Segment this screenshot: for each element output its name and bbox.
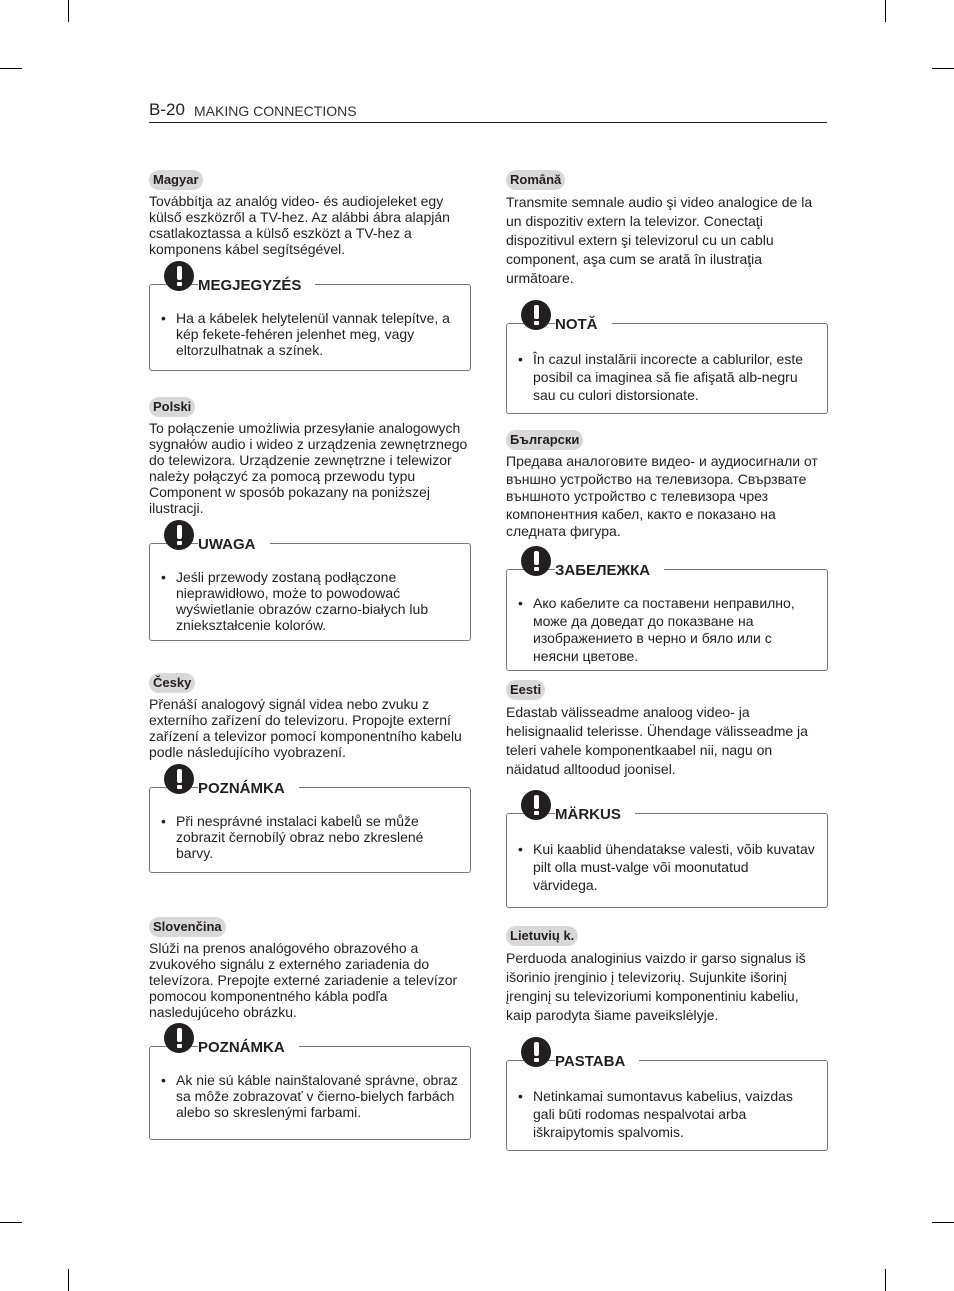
note-box: POZNÁMKA • Ak nie sú káble nainštalované správne, obraz sa môže zobrazovať v čierno-bielych farbách alebo so skreslenými farbami. xyxy=(149,1046,471,1140)
language-section xyxy=(506,926,828,1025)
note-title: PASTABA xyxy=(555,1053,639,1070)
language-section xyxy=(149,917,471,1020)
language-section xyxy=(506,430,828,541)
note-title: POZNÁMKA xyxy=(198,780,299,797)
language-tag: Slovenčina xyxy=(149,917,226,937)
note-box: ЗАБЕЛЕЖКА • Ако кабелите са поставени неправилно, може да доведат до показване на изображението в черно и бяло или с неясни цветове. xyxy=(506,569,828,671)
note-text: Při nesprávné instalaci kabelů se může zobrazit černobílý obraz nebo zkreslené barvy. xyxy=(176,813,424,861)
language-tag: Magyar xyxy=(149,170,203,190)
exclamation-icon xyxy=(521,790,551,820)
exclamation-icon xyxy=(164,764,194,794)
note-box: MEGJEGYZÉS • Ha a kábelek helytelenül vannak telepítve, a kép fekete-fehéren jelenhet meg, vagy eltorzulhatnak a színek. xyxy=(149,284,471,371)
language-section xyxy=(506,680,828,779)
note-title: ЗАБЕЛЕЖКА xyxy=(555,562,664,579)
language-tag: Česky xyxy=(149,673,195,693)
language-section xyxy=(149,170,471,257)
section-text: Предава аналоговите видео- и аудиосигнали от външно устройство на телевизора. Свързвате външното устройство с телевизора чрез компонентния кабел, както е показано на следната фигура. xyxy=(506,453,818,539)
exclamation-icon xyxy=(164,520,194,550)
note-title: MEGJEGYZÉS xyxy=(198,277,315,294)
exclamation-icon xyxy=(164,261,194,291)
crop-mark xyxy=(932,1222,954,1223)
section-title: MAKING CONNECTIONS xyxy=(194,103,357,119)
language-tag: Български xyxy=(506,430,583,450)
section-text: Edastab välisseadme analoog video- ja helisignaalid telerisse. Ühendage välisseadme ja teleri vahele komponentkaabel nii, nagu on näidatud alltoodud joonisel. xyxy=(506,704,808,777)
exclamation-icon xyxy=(521,300,551,330)
section-text: Transmite semnale audio şi video analogice de la un dispozitiv extern la televizor. Conectaţi dispozitivul extern şi televizorul cu un cablu component, aşa cum se arată în ilustraţia următoare. xyxy=(506,194,813,286)
page-number: B-20 xyxy=(149,100,185,119)
language-section xyxy=(506,170,828,288)
note-box: POZNÁMKA • Při nesprávné instalaci kabelů se může zobrazit černobílý obraz nebo zkreslené barvy. xyxy=(149,787,471,873)
section-text: To połączenie umożliwia przesyłanie analogowych sygnałów audio i wideo z urządzenia zewnętrznego do telewizora. Urządzenie zewnętrzne i telewizor należy połączyć za pomocą przewodu typu Component w sposób pokazany na poniższej ilustracji. xyxy=(149,420,468,516)
note-text: În cazul instalării incorecte a cablurilor, este posibil ca imaginea să fie afişată alb-negru sau cu culori distorsionate. xyxy=(533,351,804,403)
crop-mark xyxy=(68,1269,69,1291)
note-box: NOTĂ • În cazul instalării incorecte a cablurilor, este posibil ca imaginea să fie afişată alb-negru sau cu culori distorsionate. xyxy=(506,323,828,414)
language-section xyxy=(149,673,471,760)
crop-mark xyxy=(0,68,22,69)
exclamation-icon xyxy=(521,1037,551,1067)
note-box: MÄRKUS • Kui kaablid ühendatakse valesti, võib kuvatav pilt olla must-valge või moonutatud värvidega. xyxy=(506,813,828,908)
note-title: UWAGA xyxy=(198,536,270,553)
note-title: POZNÁMKA xyxy=(198,1039,299,1056)
crop-mark xyxy=(0,1222,22,1223)
exclamation-icon xyxy=(521,546,551,576)
crop-mark xyxy=(932,68,954,69)
note-title: MÄRKUS xyxy=(555,806,635,823)
crop-mark xyxy=(885,1269,886,1291)
exclamation-icon xyxy=(164,1023,194,1053)
language-tag: Eesti xyxy=(506,680,545,700)
section-text: Továbbítja az analóg video- és audiojeleket egy külső eszközről a TV-hez. Az alábbi ábra alapján csatlakoztassa a külső eszközt a TV-hez a komponens kábel segítségével. xyxy=(149,193,450,257)
section-text: Přenáší analogový signál videa nebo zvuku z externího zařízení do televizoru. Propojte externí zařízení a televizor pomocí komponentního kabelu podle následujícího vyobrazení. xyxy=(149,696,462,760)
crop-mark xyxy=(885,0,886,22)
language-tag: Lietuvių k. xyxy=(506,926,578,946)
note-text: Ако кабелите са поставени неправилно, може да доведат до показване на изображението в черно и бяло или с неясни цветове. xyxy=(533,595,795,664)
language-section xyxy=(149,397,471,516)
section-text: Slúži na prenos analógového obrazového a zvukového signálu z externého zariadenia do televízora. Prepojte externé zariadenie a televízor pomocou komponentného kábla podľa nasledujúceho obrázku. xyxy=(149,940,458,1020)
note-text: Ha a kábelek helytelenül vannak telepítve, a kép fekete-fehéren jelenhet meg, vagy eltorzulhatnak a színek. xyxy=(176,310,450,358)
note-text: Ak nie sú káble nainštalované správne, obraz sa môže zobrazovať v čierno-bielych farbách alebo so skreslenými farbami. xyxy=(176,1072,458,1120)
page-header xyxy=(149,100,827,123)
section-text: Perduoda analoginius vaizdo ir garso signalus iš išorinio įrenginio į televizorių. Sujunkite išorinį įrenginį su televizoriumi komponentiniu kabeliu, kaip parodyta šiame paveikslėlyje. xyxy=(506,950,806,1023)
note-title: NOTĂ xyxy=(555,316,612,333)
crop-mark xyxy=(68,0,69,22)
note-text: Kui kaablid ühendatakse valesti, võib kuvatav pilt olla must-valge või moonutatud värvidega. xyxy=(533,841,815,893)
note-text: Netinkamai sumontavus kabelius, vaizdas gali būti rodomas nespalvotai arba iškraipytomis spalvomis. xyxy=(533,1088,793,1140)
note-box: UWAGA • Jeśli przewody zostaną podłączone nieprawidłowo, może to powodować wyświetlanie obrazów czarno-białych lub zniekształcenie kolorów. xyxy=(149,543,471,641)
note-text: Jeśli przewody zostaną podłączone nieprawidłowo, może to powodować wyświetlanie obrazów czarno-białych lub zniekształcenie kolorów. xyxy=(176,569,429,633)
language-tag: Română xyxy=(506,170,565,190)
note-box: PASTABA • Netinkamai sumontavus kabelius, vaizdas gali būti rodomas nespalvotai arba iškraipytomis spalvomis. xyxy=(506,1060,828,1151)
language-tag: Polski xyxy=(149,397,195,417)
